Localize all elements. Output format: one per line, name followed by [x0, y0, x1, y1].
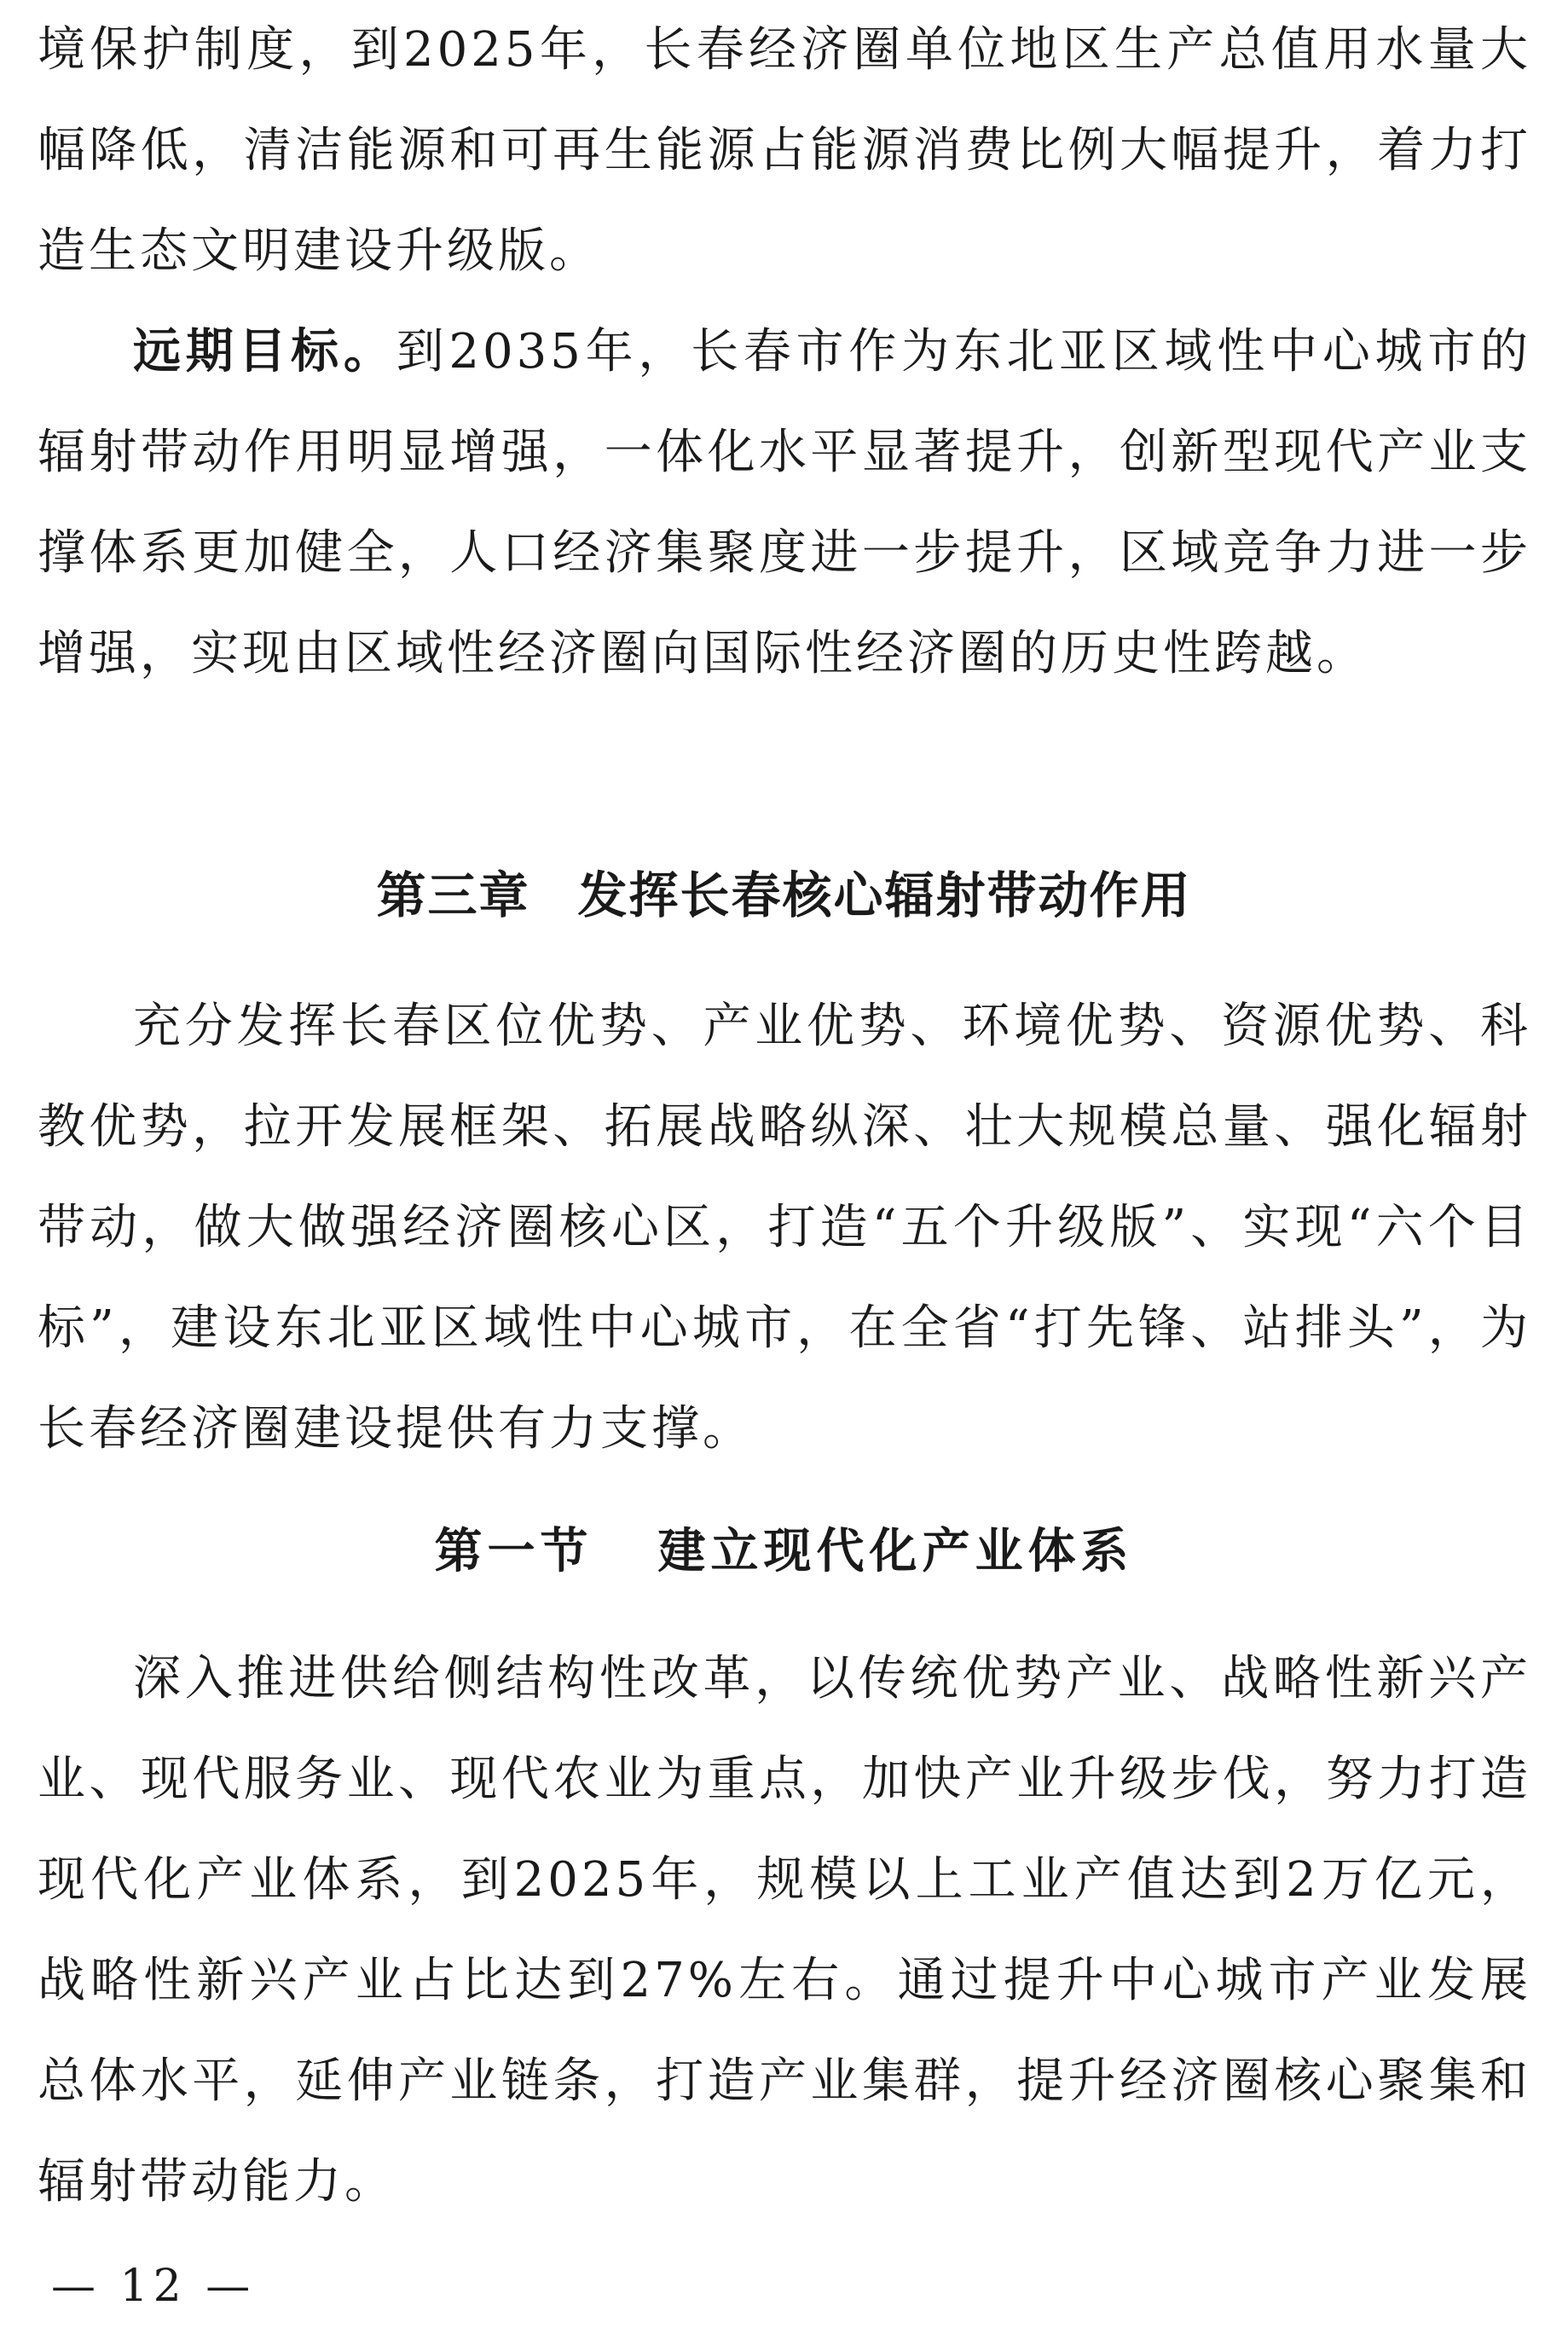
paragraph-long-term-goal — [38, 302, 1531, 704]
paragraph-chapter-intro: 充分发挥长春区位优势、产业优势、环境优势、资源优势、科教优势，拉开发展框架、拓展战略纵深、壮大规模总量、强化辐射带动，做大做强经济圈核心区，打造“五个升级版”、实现“六个目标”，建设东北亚区域性中心城市，在全省“打先锋、站排头”，为长春经济圈建设提供有力支撑。 — [38, 999, 1531, 1457]
section-heading — [0, 1509, 1568, 1595]
page-number: — 12 — — [51, 2261, 256, 2312]
chapter-heading — [0, 853, 1568, 938]
paragraph-industry-system: 深入推进供给侧结构性改革，以传统优势产业、战略性新兴产业、现代服务业、现代农业为重点，加快产业升级步伐，努力打造现代化产业体系，到2025年，规模以上工业产值达到2万亿元，战略性新兴产业占比达到27%左右。通过提升中心城市产业发展总体水平，延伸产业链条，打造产业集群，提升经济圈核心聚集和辐射带动能力。 — [38, 1651, 1531, 2210]
chapter-number: 第三章 — [376, 866, 530, 924]
section-number: 第一节 — [434, 1524, 593, 1579]
paragraph-ecology: 境保护制度，到2025年，长春经济圈单位地区生产总值用水量大幅降低，清洁能源和可再生能源占能源消费比例大幅提升，着力打造生态文明建设升级版。 — [38, 22, 1531, 279]
long-term-goal-label: 远期目标。 — [133, 324, 396, 379]
chapter-title: 发挥长春核心辐射带动作用 — [577, 866, 1192, 924]
long-term-goal-text: 到2035年，长春市作为东北亚区域性中心城市的辐射带动作用明显增强，一体化水平显著提升，创新型现代产业支撑体系更加健全，人口经济集聚度进一步提升，区域竞争力进一步增强，实现由区域性经济圈向国际性经济圈的历史性跨越。 — [38, 324, 1532, 681]
section-title: 建立现代化产业体系 — [657, 1524, 1134, 1579]
